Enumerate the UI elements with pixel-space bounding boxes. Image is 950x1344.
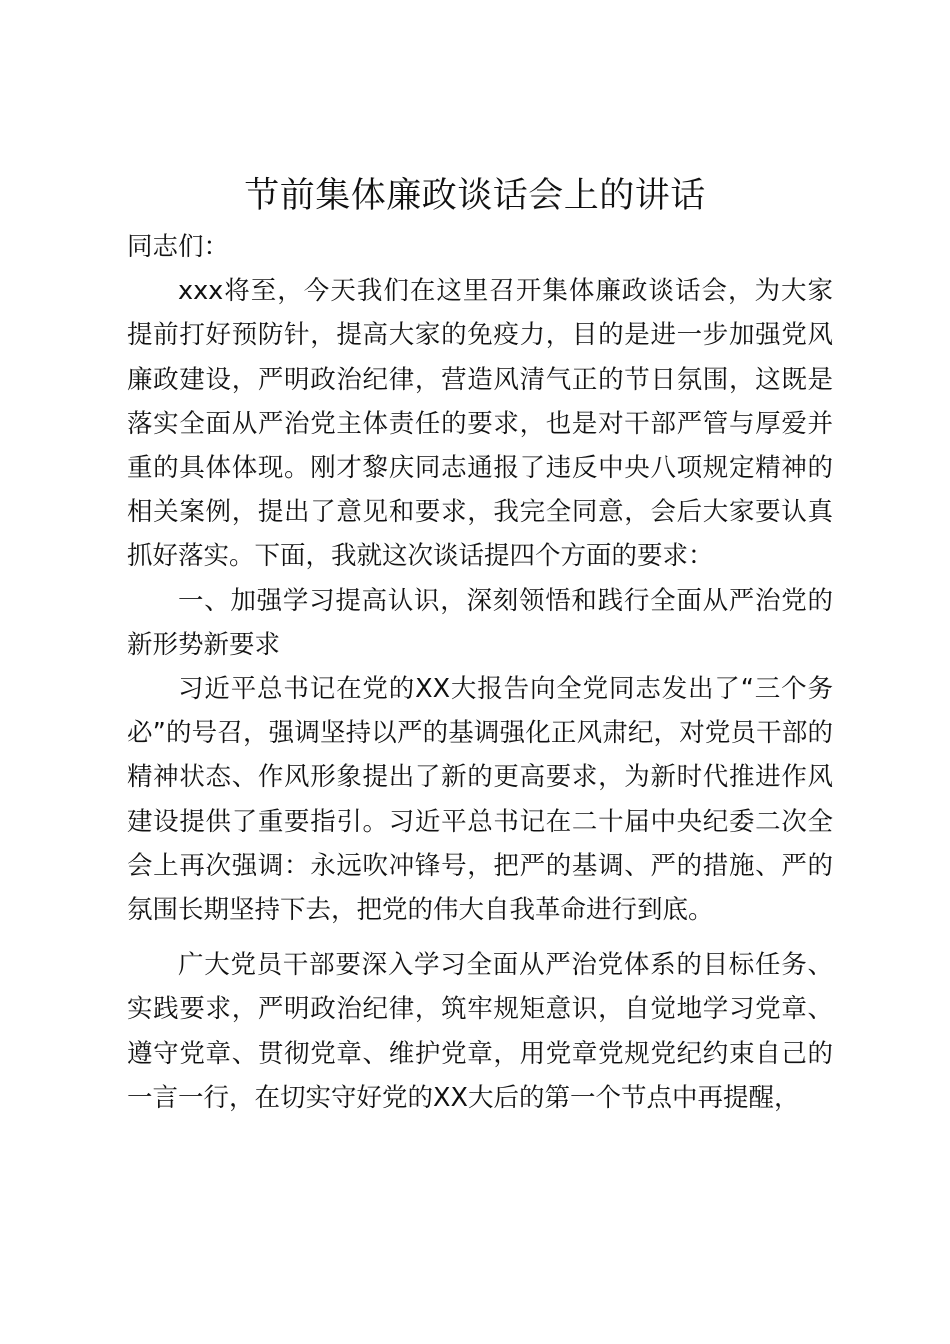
paragraph-section-1-b: 广大党员干部要深入学习全面从严治党体系的目标任务、实践要求，严明政治纪律，筑牢规矩意识，自觉地学习党章、遵守党章、贯彻党章、维护党章，用党章党规党纪约束自己的一言一行，在切实守好党的XX大后的第一个节点中再提醒， <box>127 950 833 1113</box>
paragraph-intro: xxx将至，今天我们在这里召开集体廉政谈话会，为大家提前打好预防针，提高大家的免疫力，目的是进一步加强党风廉政建设，严明政治纪律，营造风清气正的节日氛围，这既是落实全面从严治党主体责任的要求，也是对干部严管与厚爱并重的具体体现。刚才黎庆同志通报了违反中央八项规定精神的相关案例，提出了意见和要求，我完全同意，会后大家要认真抓好落实。下面，我就这次谈话提四个方面的要求： <box>127 276 833 572</box>
paragraph-section-1-a: 习近平总书记在党的XX大报告向全党同志发出了“三个务必”的号召，强调坚持以严的基调强化正风肃纪，对党员干部的精神状态、作风形象提出了新的更高要求，为新时代推进作风建设提供了重要指引。习近平总书记在二十届中央纪委二次全会上再次强调：永远吹冲锋号，把严的基调、严的措施、严的氛围长期坚持下去，把党的伟大自我革命进行到底。 <box>127 674 833 926</box>
document-title: 节前集体廉政谈话会上的讲话 <box>244 176 706 216</box>
section-heading-1: 一、加强学习提高认识，深刻领悟和践行全面从严治党的新形势新要求 <box>127 585 833 660</box>
salutation: 同志们： <box>127 232 230 262</box>
document-body <box>127 225 833 1120</box>
